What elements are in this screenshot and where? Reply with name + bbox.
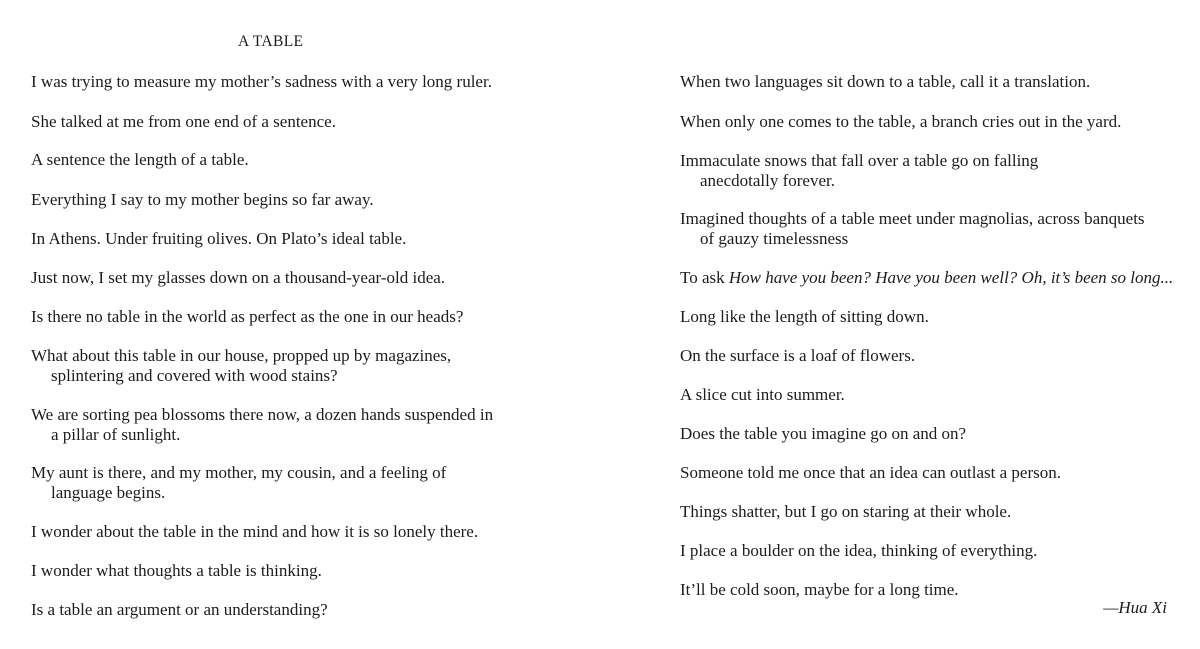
poem-line (31, 72, 492, 92)
line-text: Long like the length of sitting down. (680, 307, 929, 326)
poem-line (680, 346, 915, 366)
line-continuation: language begins. (51, 483, 166, 502)
line-text: I wonder about the table in the mind and how it is so lonely there. (31, 522, 479, 541)
line-text: What about this table in our house, propped up by magazines, (31, 346, 452, 365)
poem-line (680, 541, 1037, 561)
line-text: When only one comes to the table, a branch cries out in the yard. (680, 112, 1122, 131)
poem-line (31, 346, 451, 386)
poem-line (680, 424, 966, 444)
poem-line (680, 580, 959, 600)
author-signature: —Hua Xi (1103, 598, 1167, 617)
poem-line (31, 522, 478, 542)
line-text: I was trying to measure my mother’s sadness with a very long ruler. (31, 72, 492, 91)
line-text: A slice cut into summer. (680, 385, 845, 404)
poem-line (31, 463, 446, 503)
poem-line (31, 190, 374, 210)
line-text: Is there no table in the world as perfect as the one in our heads? (31, 307, 464, 326)
poem-title: A TABLE (238, 33, 304, 50)
poem-line (31, 307, 463, 327)
poem-line (31, 600, 328, 620)
line-text: Imagined thoughts of a table meet under magnolias, across banquets (680, 209, 1145, 228)
poem-line (31, 150, 249, 170)
poem-line (31, 112, 336, 132)
poem-line (680, 112, 1121, 132)
line-text: It’ll be cold soon, maybe for a long time. (680, 580, 959, 599)
poem-line (31, 561, 322, 581)
line-text: Immaculate snows that fall over a table go on falling (680, 151, 1039, 170)
line-italic-text: How have you been? Have you been well? Oh, it’s been so long... (728, 268, 1174, 287)
line-text: Is a table an argument or an understanding? (31, 600, 328, 619)
line-text: A sentence the length of a table. (31, 150, 249, 169)
poem-line (31, 268, 445, 288)
line-text: Everything I say to my mother begins so far away. (31, 190, 374, 209)
line-text: Does the table you imagine go on and on? (680, 424, 967, 443)
line-text: My aunt is there, and my mother, my cousin, and a feeling of (31, 463, 447, 482)
poem-line (31, 405, 493, 445)
line-text: We are sorting pea blossoms there now, a dozen hands suspended in (31, 405, 494, 424)
poem-line (31, 229, 406, 249)
line-continuation: of gauzy timelessness (700, 229, 849, 248)
poem-line (680, 307, 929, 327)
poem-line (680, 463, 1061, 483)
poem-line (680, 385, 845, 405)
line-continuation: a pillar of sunlight. (51, 425, 181, 444)
line-continuation: anecdotally forever. (700, 171, 835, 190)
poem-line (680, 72, 1090, 92)
line-text: Things shatter, but I go on staring at their whole. (680, 502, 1012, 521)
poem-line (680, 209, 1145, 249)
line-text: I wonder what thoughts a table is thinking. (31, 561, 322, 580)
line-text: When two languages sit down to a table, call it a translation. (680, 72, 1091, 91)
line-text: To ask (680, 268, 729, 287)
line-text: Just now, I set my glasses down on a thousand-year-old idea. (31, 268, 446, 287)
line-text: In Athens. Under fruiting olives. On Plato’s ideal table. (31, 229, 407, 248)
line-text: Someone told me once that an idea can outlast a person. (680, 463, 1061, 482)
poem-line (680, 502, 1011, 522)
line-continuation: splintering and covered with wood stains? (51, 366, 338, 385)
line-text: On the surface is a loaf of flowers. (680, 346, 916, 365)
poem-line (680, 268, 1173, 288)
line-text: She talked at me from one end of a sentence. (31, 112, 336, 131)
poem-line (680, 151, 1038, 191)
line-text: I place a boulder on the idea, thinking of everything. (680, 541, 1038, 560)
